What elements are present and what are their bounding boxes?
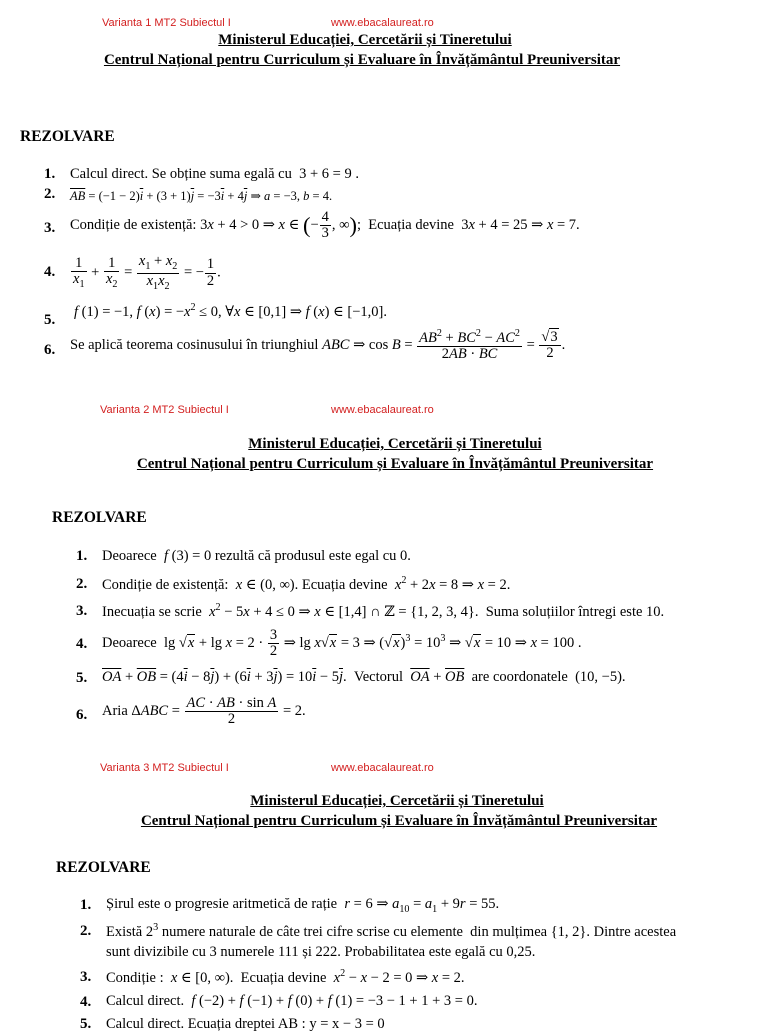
ministry-title-3: Ministerul Educației, Cercetării și Tineretului [250,793,544,809]
solution-item: Șirul este o progresie aritmetică de rație r = 6 ⇒ $a_{10} = a_1 + 9r = 55$. [106,896,500,915]
solution-item: Condiție de existență: x ∈ (0, ∞). Ecuația devine $x^2 + 2x = 8$ ⇒ x = 2. [102,575,511,593]
item-number: 4. [44,264,56,280]
ministry-title-1: Ministerul Educației, Cercetării și Tineretului [218,32,512,48]
solution-item: Deoarece f (3) = 0 rezultă că produsul este egal cu 0. [102,548,411,564]
item-number: 4. [80,994,92,1010]
item-number: 6. [44,342,56,358]
center-title-1: Centrul Național pentru Curriculum și Evaluare în Învățământul Preuniversitar [103,52,621,68]
item-number: 5. [76,670,88,686]
solution-item: Inecuația se scrie $x^2 - 5x + 4 \le 0$ ⇒ x ∈ [1,4] ∩ ℤ = {1, 2, 3, 4}. Suma soluțiilor întregi este 10. [102,602,665,620]
variant-label-3: Varianta 3 MT2 Subiectul I [100,762,229,774]
item-number: 4. [76,636,88,652]
rezolvare-heading-2: REZOLVARE [52,509,147,526]
center-title-3: Centrul Național pentru Curriculum și Evaluare în Învățământul Preuniversitar [140,813,658,829]
solution-item: Condiție de existență: 3x + 4 > 0 ⇒ x ∈ (− $\frac{4}{3}$ , ∞); Ecuația devine 3x + 4 = 25 ⇒ x = 7. [70,209,580,242]
item-number: 1. [80,897,92,913]
solution-item: f (1) = −1, f $(x) = -x^2 \le 0$, ∀x ∈ [0,1] ⇒ f (x) ∈ [−1,0]. [74,302,387,320]
item-number: 2. [76,576,88,592]
solution-item: Aria ΔABC = $\frac{\text{AC · AB · sin A}}{2}$ = 2. [102,695,306,728]
site-url-1[interactable]: www.ebacalaureat.ro [331,17,434,29]
item-number: 1. [76,548,88,564]
solution-item: $\frac{1}{x_1}$ + $\frac{1}{x_2}$ = $\frac{x_1 + x_2}{x_1x_2}$ = − $\frac{1}{2}$ . [73,253,221,292]
solution-item: Se aplică teorema cosinusului în triunghiul ABC ⇒ cos B = $\frac{AB^2 + BC^2 - AC^2}{2AB \cdot BC}$ = $\frac{√3}{2}$ . [70,328,566,363]
solution-item: sunt divizibile cu 3 numerele 111 și 222. Probabilitatea este egală cu 0,25. [106,944,536,960]
item-number: 5. [80,1016,92,1032]
solution-item: Calcul direct. Ecuația dreptei AB : y = x − 3 = 0 [106,1016,385,1032]
rezolvare-heading-3: REZOLVARE [56,859,151,876]
item-number: 2. [80,923,92,939]
item-number: 3. [44,220,56,236]
item-number: 2. [44,186,56,202]
solution-item: Există $2^3$ numere naturale de câte trei cifre scrise cu elemente din mulțimea {1, 2}. Dintre acestea [106,922,677,940]
solution-item: Calcul direct. Se obține suma egală cu 3 + 6 = 9 . [70,166,359,182]
item-number: 6. [76,707,88,723]
variant-label-1: Varianta 1 MT2 Subiectul I [102,17,231,29]
site-url-2[interactable]: www.ebacalaureat.ro [331,404,434,416]
rezolvare-heading-1: REZOLVARE [20,128,115,145]
ministry-title-2: Ministerul Educației, Cercetării și Tineretului [248,436,542,452]
item-number: 1. [44,166,56,182]
solution-item: Calcul direct. f (−2) + f (−1) + f (0) + f (1) = −3 − 1 + 1 + 3 = 0. [106,993,478,1009]
item-number: 3. [76,603,88,619]
center-title-2: Centrul Național pentru Curriculum și Evaluare în Învățământul Preuniversitar [136,456,654,472]
item-number: 3. [80,969,92,985]
variant-label-2: Varianta 2 MT2 Subiectul I [100,404,229,416]
solution-item: $\overline{OA} + \overline{OB} = (4\overline{i} - 8\overline{j}) + (6\overline{i} + 3\overline{j}) = 10\overline{i} - 5\overline{j}$. Vectorul $\overline{OA} + \overline{OB}$ are coordonatele (10, −5). [102,669,626,685]
solution-item: Deoarece lg √x + lg x = 2 · $\frac{3}{2}$ ⇒ lg x√x = 3 ⇒ $(√x)^3 = 10^3$ ⇒ √x = 10 ⇒ x = 100 . [102,627,582,660]
solution-item: $\overline{AB} = (-1 - 2)\overline{i} + (3 + 1)\overline{j} = -3\overline{i} + 4\overline{j}$ ⇒ a = −3, b = 4. [70,189,333,203]
item-number: 5. [44,312,56,328]
solution-item: Condiție : x ∈ [0, ∞). Ecuația devine $x^2 - x - 2 = 0$ ⇒ x = 2. [106,968,465,986]
site-url-3[interactable]: www.ebacalaureat.ro [331,762,434,774]
